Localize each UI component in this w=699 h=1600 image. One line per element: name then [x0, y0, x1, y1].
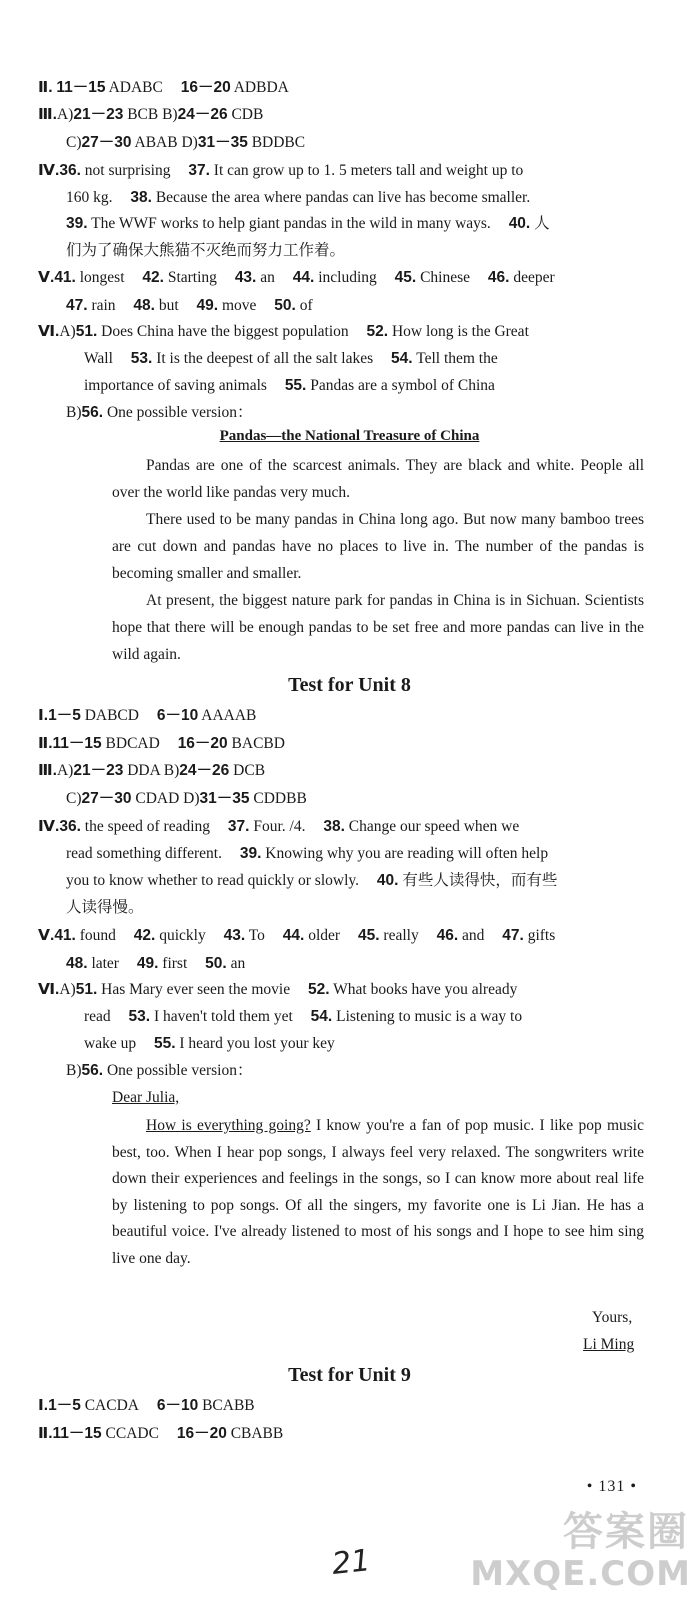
page-number: • 131 • [586, 1478, 637, 1495]
watermark-cn: 答案圈 [563, 1509, 689, 1555]
answer-line: Wall 53. It is the deepest of all the salt lakes 54. Tell them the [84, 350, 498, 367]
answer-line: you to know whether to read quickly or slowly. 40. 有些人读得快，而有些 [66, 872, 558, 889]
essay-title: Pandas—the National Treasure of China [219, 428, 480, 444]
essay-paragraph: There used to be many pandas in China long ago. But now many bamboo trees are cut down and pandas have no places to live in. The number of the pandas is becoming smaller and smaller. [112, 511, 644, 582]
answer-line: C)27－30 CDAD D)31－35 CDDBB [66, 790, 307, 807]
answer-line: wake up 55. I heard you lost your key [84, 1035, 335, 1052]
answer-line: 48. later 49. first 50. an [66, 955, 246, 972]
answer-line: 39. The WWF works to help giant pandas in the wild in many ways. 40. 人 [66, 215, 550, 232]
answer-line: Ⅱ. 11－15 ADABC 16－20 ADBDA [38, 79, 289, 96]
letter-closing: Yours, [592, 1309, 633, 1326]
handwritten-mark: 21 [330, 1543, 372, 1582]
letter-signature: Li Ming [583, 1336, 635, 1353]
answer-line: read 53. I haven't told them yet 54. Listening to music is a way to [84, 1008, 523, 1025]
answer-line: B)56. One possible version： [66, 1062, 253, 1079]
answer-line: Ⅱ.11－15 BDCAD 16－20 BACBD [38, 735, 285, 752]
answer-line: Ⅵ.A)51. Has Mary ever seen the movie 52. What books have you already [38, 981, 518, 998]
answer-line: Ⅴ.41. longest 42. Starting 43. an 44. including 45. Chinese 46. deeper [38, 269, 555, 286]
answer-line: Ⅳ.36. not surprising 37. It can grow up to 1. 5 meters tall and weight up to [38, 162, 524, 179]
essay-paragraph: Pandas are one of the scarcest animals. They are black and white. People all over the world like pandas very much. [112, 457, 644, 501]
watermark-en: MXQE.COM [470, 1554, 691, 1594]
letter-opening: How is everything going? [146, 1117, 311, 1134]
section-title: Test for Unit 8 [288, 674, 411, 696]
answer-line: Ⅱ.11－15 CCADC 16－20 CBABB [38, 1425, 284, 1442]
answer-line: Ⅴ.41. found 42. quickly 43. To 44. older 45. really 46. and 47. gifts [38, 927, 556, 944]
answer-line: 人读得慢。 [66, 899, 144, 916]
watermark-logo [470, 1500, 699, 1600]
answer-line: Ⅲ.A)21－23 DDA B)24－26 DCB [38, 762, 266, 779]
letter-body: How is everything going? I know you're a fan of pop music. I like pop music best, too. When I hear pop songs, I always feel very relaxed. The songwriters write down their experiences and feelings in the songs, so I can know more about real life by listening to pop songs. Of all the singers, my favorite one is Li Jian. He has a beautiful voice. I've already listened to most of his songs and I hope to see him sing live one day. [112, 1117, 644, 1267]
section-title: Test for Unit 9 [288, 1364, 411, 1386]
essay-paragraph: At present, the biggest nature park for pandas in China is in Sichuan. Scientists hope that there will be enough pandas to be set free and more pandas can live in the wild again. [112, 592, 644, 663]
answer-line: 们为了确保大熊猫不灭绝而努力工作着。 [66, 242, 346, 259]
answer-line: B)56. One possible version： [66, 404, 253, 421]
answer-line: 160 kg. 38. Because the area where pandas can live has become smaller. [66, 189, 531, 206]
answer-line: Ⅰ.1－5 DABCD 6－10 AAAAB [38, 707, 257, 724]
answer-line: importance of saving animals 55. Pandas are a symbol of China [84, 377, 495, 394]
answer-line: 47. rain 48. but 49. move 50. of [66, 297, 313, 314]
answer-line: Ⅲ.A)21－23 BCB B)24－26 CDB [38, 106, 264, 123]
answer-line: Ⅵ.A)51. Does China have the biggest population 52. How long is the Great [38, 323, 529, 340]
answer-line: Ⅰ.1－5 CACDA 6－10 BCABB [38, 1397, 255, 1414]
letter-greeting: Dear Julia, [112, 1089, 180, 1106]
answer-line: read something different. 39. Knowing why you are reading will often help [66, 845, 549, 862]
answer-line: C)27－30 ABAB D)31－35 BDDBC [66, 134, 306, 151]
answer-line: Ⅳ.36. the speed of reading 37. Four. /4. 38. Change our speed when we [38, 818, 520, 835]
